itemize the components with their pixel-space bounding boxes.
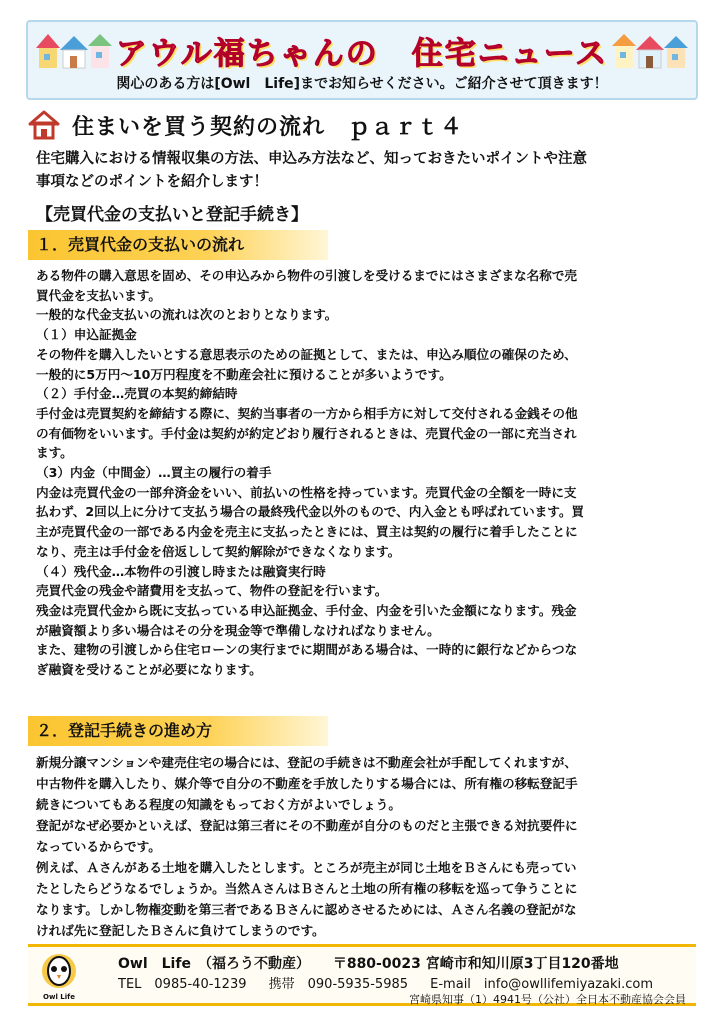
mobile-number: 携帯 090-5935-5985 [268,977,409,992]
paragraph-line: 続きについてもある程度の知識をもっておく方がよいでしょう。 [36,797,401,812]
paragraph-line: また、建物の引渡しから住宅ローンの実行までに期間がある場合は、一時的に銀行などからつな [36,642,578,658]
page-title: 住まいを買う契約の流れ ｐａｒｔ４ [72,114,464,140]
paragraph-line: 新規分譲マンションや建売住宅の場合には、登記の手続きは不動産会社が手配してくれますが、 [36,755,577,770]
paragraph-line: （１）申込証拠金 [36,327,137,343]
paragraph-line: 払わず、2回以上に分けて支払う場合の最終残代金以外のもので、内入金とも呼ばれています。買 [36,504,585,520]
topic-subheading: 【売買代金の支払いと登記手続き】 [36,205,308,225]
paragraph-line: 売買代金の残金や諸費用を支払って、物件の登記を行います。 [36,583,388,599]
house-icon [28,110,60,140]
paragraph-line: 手付金は売買契約を締結する際に、契約当事者の一方から相手方に対して交付される金銭その他 [36,405,578,421]
paragraph-line: 内金は売買代金の一部弁済金をいい、前払いの性格を持っています。売買代金の全額を一時に支 [36,484,577,500]
paragraph-line: 買代金を支払います。 [36,287,161,303]
paragraph-line: 主が売買代金の一部である内金を売主に支払ったときには、買主は契約の履行に着手したことに [36,524,578,540]
newsletter-title: アウル福ちゃんの 住宅ニュース [115,36,609,72]
newsletter-subtitle: 関心のある方は[Owl Life]までお知らせください。ご紹介させて頂きます！ [116,76,608,92]
company-address: 宮崎市和知川原3丁目120番地 [425,956,619,972]
phone-number: TEL 0985-40-1239 [118,977,247,992]
license-info: 宮崎県知事（1）4941号（公社）全日本不動産協会会員 [409,993,686,1006]
company-line [118,953,619,973]
paragraph-line: （3）内金（中間金）…買主の履行の着手 [36,465,272,481]
section2-heading: ２．登記手続きの進め方 [28,716,328,746]
postal-code: 〒880-0023 [332,956,421,972]
paragraph-line: 残金は売買代金から既に支払っている申込証拠金、手付金、内金を引いた金額になります。残金 [36,602,577,618]
paragraph-line: 一般的に5万円～10万円程度を不動産会社に預けることが多いようです。 [36,366,452,382]
paragraph-line: 例えば、Ａさんがある土地を購入したとします。ところが売主が同じ土地をＢさんにも売ってい [36,860,577,875]
paragraph-line: なっているからです。 [36,839,161,854]
paragraph-line: 一般的な代金支払いの流れは次のとおりとなります。 [36,307,338,323]
intro-line: 事項などのポイントを紹介します！ [36,174,268,190]
section2-body [36,752,696,941]
paragraph-line: なります。しかし物権変動を第三者であるＢさんに認めさせるためには、Ａさん名義の登記がな [36,902,577,917]
paragraph-line: （４）残代金…本物件の引渡し時または融資実行時 [36,563,326,579]
logo-caption: Owl Life [43,993,75,1001]
paragraph-line: ぎ融資を受けることが必要になります。 [36,662,262,678]
intro-line: 住宅購入における情報収集の方法、申込み方法など、知っておきたいポイントや注意 [36,151,587,167]
paragraph-line: の有価物をいいます。手付金は契約が約定どおり履行されるときは、売買代金の一部に充当され [36,425,577,441]
company-name: Owl Life （福ろう不動産） [118,956,310,972]
section1-heading: １．売買代金の支払いの流れ [28,230,328,260]
paragraph-line: なり、売主は手付金を倍返しして契約解除ができなくなります。 [36,543,401,559]
paragraph-line: たとしたらどうなるでしょうか。当然ＡさんはＢさんと土地の所有権の移転を巡って争うことに [36,881,578,896]
newsletter-header [26,20,698,100]
contact-line [118,973,653,992]
company-footer [28,944,696,1006]
paragraph-line: （２）手付金…売買の本契約締結時 [36,386,238,402]
intro-text [36,148,696,194]
paragraph-line: が融資額より多い場合はその分を現金等で準備しなければなりません。 [36,622,440,638]
page-title-row [28,108,463,142]
paragraph-line: ある物件の購入意思を固め、その申込みから物件の引渡しを受けるまでにはさまざまな名称で売 [36,268,578,283]
houses-illustration-icon [610,28,690,72]
paragraph-line: ます。 [36,445,73,461]
section1-body [36,266,696,680]
paragraph-line: その物件を購入したいとする意思表示のための証拠として、または、申込み順位の確保のため、 [36,346,577,362]
paragraph-line: 中古物件を購入したり、媒介等で自分の不動産を手放したりする場合には、所有権の移転登記手 [36,776,578,791]
email-address: E-mail info@owllifemiyazaki.com [430,977,654,992]
paragraph-line: 登記がなぜ必要かといえば、登記は第三者にその不動産が自分のものだと主張できる対抗要件に [36,818,578,833]
paragraph-line: ければ先に登記したＢさんに負けてしまうのです。 [36,923,325,938]
